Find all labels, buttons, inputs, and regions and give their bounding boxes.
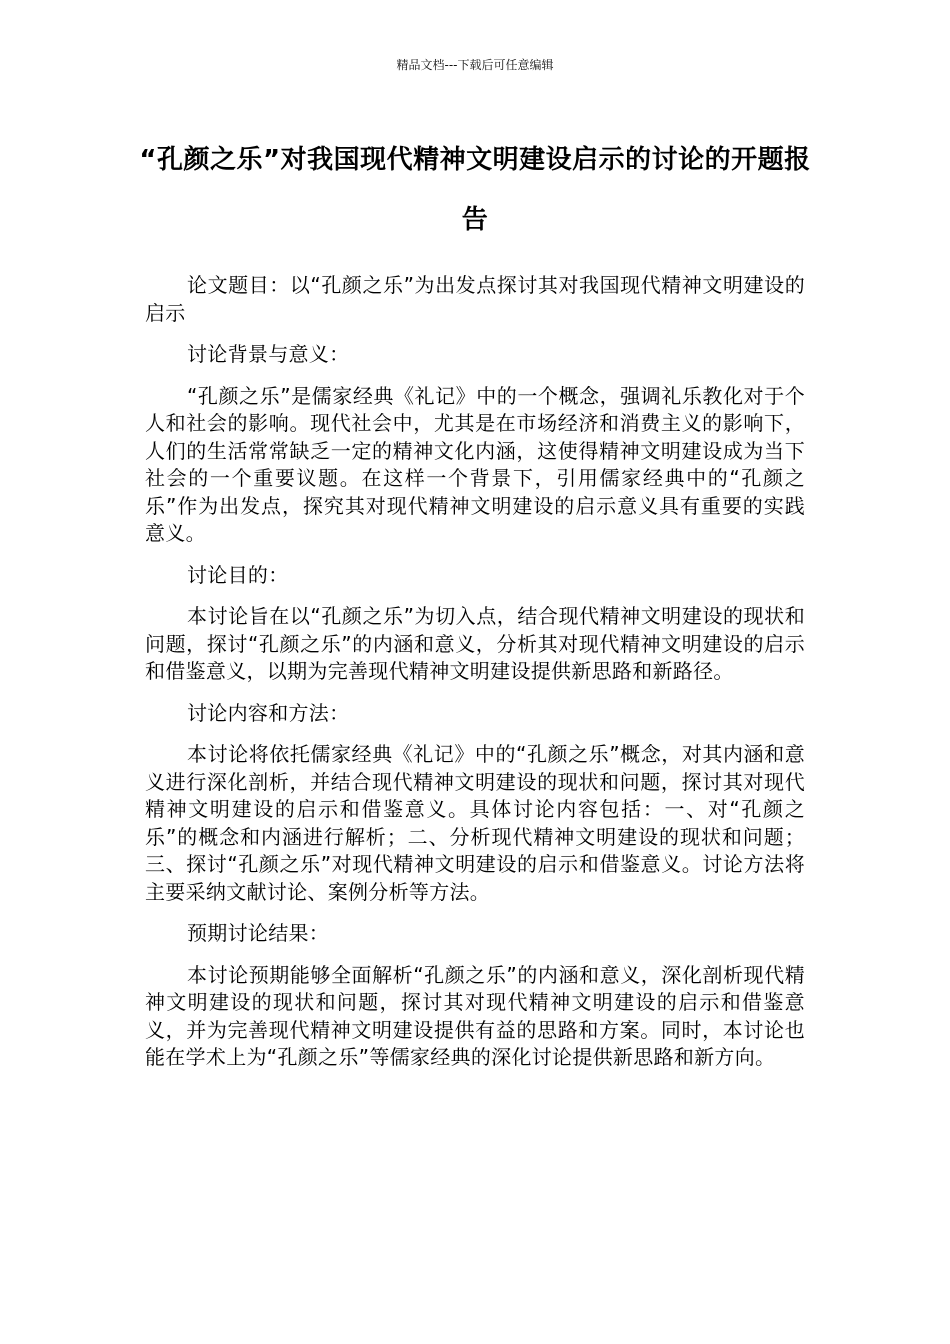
header-note: 精品文档---下载后可任意编辑 bbox=[396, 58, 554, 72]
paragraph-purpose: 本讨论旨在以“孔颜之乐”为切入点，结合现代精神文明建设的现状和问题，探讨“孔颜之乐”的内涵和意义，分析其对现代精神文明建设的启示和借鉴意义，以期为完善现代精神文明建设提供新思路和新路径。 bbox=[145, 604, 805, 683]
document-body bbox=[145, 272, 805, 1086]
heading-purpose: 讨论目的： bbox=[187, 562, 289, 587]
paragraph-thesis-topic: 论文题目：以“孔颜之乐”为出发点探讨其对我国现代精神文明建设的启示 bbox=[145, 273, 805, 325]
heading-background: 讨论背景与意义： bbox=[187, 342, 350, 366]
paragraph-expected-results: 本讨论预期能够全面解析“孔颜之乐”的内涵和意义，深化剖析现代精神文明建设的现状和问题，探讨其对现代精神文明建设的启示和借鉴意义，并为完善现代精神文明建设提供有益的思路和方案。同时，本讨论也能在学术上为“孔颜之乐”等儒家经典的深化讨论提供新思路和新方向。 bbox=[145, 962, 805, 1069]
document-title: “孔颜之乐”对我国现代精神文明建设启示的讨论的开题报告 bbox=[139, 145, 811, 235]
heading-expected-results: 预期讨论结果： bbox=[187, 921, 330, 945]
heading-content-method: 讨论内容和方法： bbox=[187, 700, 350, 725]
paragraph-background: “孔颜之乐”是儒家经典《礼记》中的一个概念，强调礼乐教化对于个人和社会的影响。现代社会中，尤其是在市场经济和消费主义的影响下，人们的生活常常缺乏一定的精神文化内涵，这使得精神文明建设成为当下社会的一个重要议题。在这样一个背景下，引用儒家经典中的“孔颜之乐”作为出发点，探究其对现代精神文明建设的启示意义具有重要的实践意义。 bbox=[145, 383, 805, 545]
paragraph-content-method: 本讨论将依托儒家经典《礼记》中的“孔颜之乐”概念，对其内涵和意义进行深化剖析，并结合现代精神文明建设的现状和问题，探讨其对现代精神文明建设的启示和借鉴意义。具体讨论内容包括：一、对“孔颜之乐”的概念和内涵进行解析；二、分析现代精神文明建设的现状和问题；三、探讨“孔颜之乐”对现代精神文明建设的启示和借鉴意义。讨论方法将主要采纳文献讨论、案例分析等方法。 bbox=[145, 742, 805, 904]
